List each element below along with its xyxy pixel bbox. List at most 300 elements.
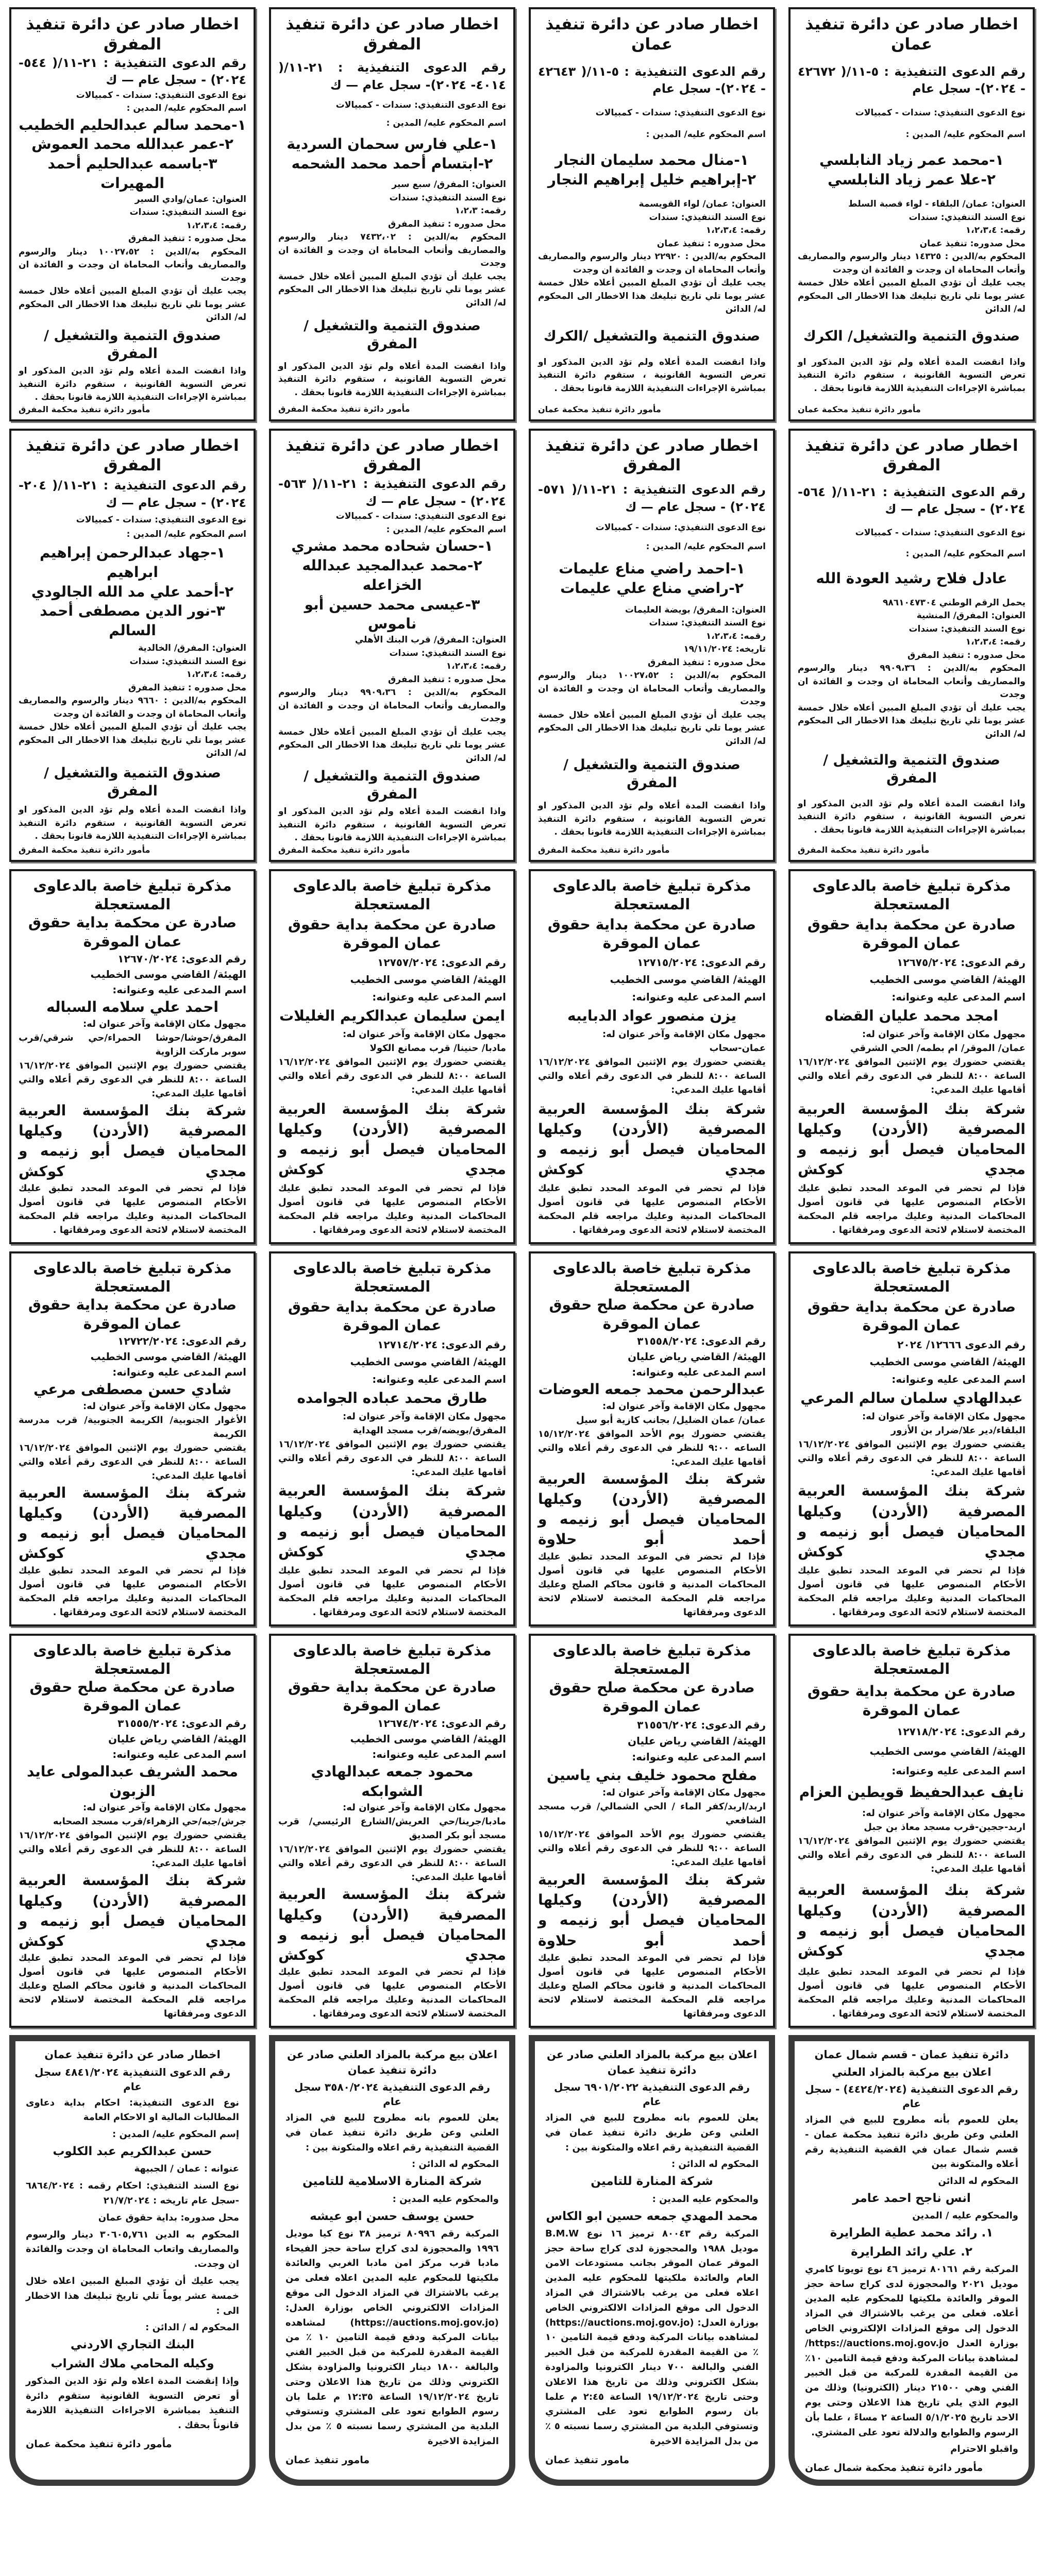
creditor-name: صندوق التنمية والتشغيل / المفرق <box>44 327 221 362</box>
defendant-label: اسم المدعى عليه وعنوانه: <box>112 1366 246 1379</box>
plaintiff-name: شركة بنك المؤسسة العربية المصرفية (الأردن) وكيلها المحاميان فيصل أبو زنيمه و مجدي كوكش <box>538 1100 766 1178</box>
plaintiff-name: شركة بنك المؤسسة العربية المصرفية (الأردن) وكيلها المحاميان فيصل أبو زنيمه و مجدي كوكش <box>19 1484 246 1562</box>
unknown-residence-label: مجهول مكان الإقامة وآخر عنوان له: <box>82 1400 246 1412</box>
hearing-text: يقتضي حضورك يوم الإثنين الموافق ١٦/١٢/٢٠٢٤ الساعة ٨:٠٠ للنظر في الدعوى رقم أعلاه والتي أقامها عليك المدعي: <box>278 1844 507 1883</box>
payment-instruction: يجب عليك أن تؤدي المبلغ المبين أعلاه خلال خمسة عشر يوما تلي تاريخ تبليغك هذا الاخطار الى المحكوم له/ الدائن <box>798 702 1026 739</box>
hearing-text: يقتضي حضورك يوم الأحد الموافق ١٥/١٢/٢٠٢٤ الساعه ٩:٠٠ للنظر في الدعوى رقم أعلاه والتي أقامها عليك المدعي: <box>538 1428 766 1467</box>
defendant-address-block <box>538 1027 766 1097</box>
debtor-name: ٣-باسمه عبدالحليم أحمد المهيرات <box>47 155 217 192</box>
legal-notices-page <box>9 7 1035 2486</box>
defendant-name: عبدالهادي سلمان سالم المرعي <box>800 1389 1023 1406</box>
case-number: رقم الدعوى التنفيذية : ٢١-١١/( ٥٦٣- ٢٠٢٤) - سجل عام — ك <box>278 477 507 509</box>
closing-text: واذا انقضت المدة أعلاه ولم تؤد الدين المذكور او تعرض التسوية القانونية ، ستقوم دائرة التنفيذ بمباشرة الإجراءات التنفيذية اللازمة قانونا بحقك . <box>798 357 1026 394</box>
ad-paragraph: يجب عليك أن تؤدي المبلغ المبين اعلاه خلال خمسة عشر يوماً تلي تاريخ تبليغك هذا الاخطار الى : <box>26 2275 239 2316</box>
unknown-residence-label: مجهول مكان الإقامة وآخر عنوان له: <box>82 1802 246 1814</box>
payment-instruction: يجب عليك أن تؤدي المبلغ المبين أعلاه خلال خمسة عشر يوما تلي تاريخ تبليغك هذا الاخطار الى المحكوم له/ الدائن <box>19 722 246 759</box>
party-name: البنك التجاري الاردني <box>70 2338 195 2352</box>
document-type: نوع السند التنفيذي: سندات <box>909 623 1026 634</box>
signature: مأمور دائرة تنفيذ محكمة المفرق <box>19 844 150 855</box>
hearing-text: يقتضي حضورك يوم الإثنين الموافق ١٦/١٢/٢٠٢٤ الساعة ٨:٠٠ للنظر في الدعوى رقم أعلاه والتي أقامها عليك المدعي: <box>278 1057 507 1096</box>
defendant-name: طارق محمد عباده الجوامده <box>297 1389 488 1406</box>
hearing-text: يقتضي حضورك يوم الإثنين الموافق ١٦/١٢/٢٠٢٤ الساعة ٨:٠٠ للنظر في الدعوى رقم أعلاه والتي أقامها عليك المدعي: <box>278 1439 507 1478</box>
creditor-name: صندوق التنمية والتشغيل / المفرق <box>44 765 221 799</box>
party-label: المحكوم له الدائن : <box>411 2159 499 2170</box>
defendant-address-block <box>278 1410 506 1479</box>
signature: مامور تنفيذ عمان <box>545 2454 630 2466</box>
unknown-residence-label: مجهول مكان الإقامة وآخر عنوان له: <box>602 1400 766 1412</box>
closing-text: فإذا لم تحضر في الموعد المحدد تطبق عليك الأحكام المنصوص عليها في قانون أصول المحاكمات المدنية و قانون محاكم الصلح وعليك مراجعه قلم المحكمة المختصة لاستلام لائحة الدعوى ومرفقاتها <box>538 1953 766 2020</box>
plaintiff-name: شركة بنك المؤسسة العربية المصرفية (الأردن) وكيلها المحاميان فيصل أبو زنيمه و مجدي كوكش <box>278 1100 506 1178</box>
ad-paragraph: وإذا إنقضت المدة اعلاه ولم تؤد الدين المذكور أو تعرض التسوية القانونية ستقوم دائرة التنفيذ بمباشرة الاجراءات التنفيذية اللازمة قانوناً بحقك . <box>26 2375 239 2431</box>
debtor-label: اسم المحكوم عليه/ المدين : <box>126 529 246 540</box>
debtor-list <box>278 134 506 174</box>
address: العنوان: عمان/وادي السير <box>135 194 246 205</box>
case-number: رقم الدعوى التنفيذية : ٢١-١١/( ٥٤٤- ٢٠٢٤) - سجل عام — ك <box>19 55 247 88</box>
signature: مأمور دائرة تنفيذ محكمة المفرق <box>278 404 410 414</box>
judgment-amount: المحكوم به/الدين : ٩٩٠٩،٣٦ دينار والرسوم والمصاريف وأتعاب المحاماة ان وجدت و الفائدة ان وجدت <box>798 663 1026 700</box>
payment-instruction: يجب عليك أن تؤدي المبلغ المبين أعلاه خلال خمسة عشر يوما تلي تاريخ تبليغك هذا الاخطار الى المحكوم له/ الدائن <box>278 271 506 308</box>
defendant-address: المفرق/بويضه/قرب مسجد الهداية <box>352 1425 506 1436</box>
defendant-label: اسم المدعى عليه وعنوانه: <box>632 1751 766 1764</box>
issue-place: محل صدوره: تنفيذ عمان <box>919 238 1026 249</box>
document-number: رقمه: ١،٢،٣،٤ <box>705 631 766 641</box>
debtor-name: ٢-عمر عبدالله محمد العموش <box>31 135 233 153</box>
notice-title: اخطار صادر عن دائرة تنفيذ <box>805 436 1018 455</box>
memo-title: مذكرة تبليغ خاصة بالدعاوى المستعجلة <box>552 876 751 913</box>
debtor-name: عادل فلاح رشيد العودة الله <box>816 570 1007 587</box>
ad-paragraph: المحكوم به الدين ٣٠٦٠٥,٧٦١ دينار والرسوم والمصاريف واتعاب المحاماة ان وجدت والفائدة ان وجدت. <box>26 2229 239 2270</box>
defendant-address-block <box>278 1801 506 1884</box>
hearing-text: يقتضي حضورك يوم الإثنين الموافق ١٦/١٢/٢٠٢٤ الساعة ٨:٠٠ للنظر في الدعوى رقم أعلاه والتي أقامها عليك المدعي: <box>798 1836 1026 1875</box>
document-type: نوع السند التنفيذي: سندات <box>129 207 246 218</box>
party-name: وكيله المحامي ملاك الشراب <box>51 2357 214 2370</box>
party-name: ١. رائد محمد عطية الطرايرة <box>830 2226 994 2240</box>
notice-city: عمان <box>631 35 673 54</box>
debtor-name: ١-محمد سالم عبدالحليم الخطيب <box>19 116 246 133</box>
debtor-label: اسم المحكوم عليه/ المدين : <box>126 103 246 114</box>
party-name: انس ناجح احمد عامر <box>852 2192 971 2206</box>
hearing-text: يقتضي حضورك يوم الإثنين الموافق ١٦/١٢/٢٠٢٤ الساعة ٨:٠٠ للنظر في الدعوى رقم أعلاه والتي أقامها عليك المدعي: <box>19 1830 247 1869</box>
plaintiff-name: شركة بنك المؤسسة العربية المصرفية (الأردن) وكيلها المحاميان فيصل أبو زنيمه و مجدي كوكش <box>798 1482 1026 1561</box>
defendant-label: اسم المدعى عليه وعنوانه: <box>372 1748 506 1760</box>
case-number: رقم الدعوى: ١٢٧٢٢/٢٠٢٤ <box>117 1335 246 1348</box>
unknown-residence-label: مجهول مكان الإقامة وآخر عنوان له: <box>862 1808 1026 1819</box>
payment-instruction: يجب عليك أن تؤدي المبلغ المبين أعلاه خلال خمسة عشر يوما تلي تاريخ تبليغك هذا الاخطار الى المحكوم له/ الدائن <box>798 278 1026 315</box>
issue-place: محل صدوره : تنفيذ المفرق <box>907 650 1026 660</box>
document-number: رقمه: ١،٢،٣،٤ <box>446 661 506 672</box>
notification-memo <box>269 1251 515 1626</box>
issue-place: محل صدوره : تنفيذ المفرق <box>388 674 506 685</box>
ad-heading: اعلان بيع مركبة بالمزاد العلني <box>832 2065 991 2078</box>
document-type: نوع السند التنفيذي: سندات <box>389 192 506 203</box>
case-number: رقم الدعوى ١٢٦٦٦/ ٢٠٢٤ <box>897 1338 1026 1351</box>
document-number: رقمه: ١،٢،٣،٤ <box>705 225 766 236</box>
defendant-name: محمد الشريف عبدالمولى عايد الزبون <box>27 1762 238 1800</box>
memo-title: مذكرة تبليغ خاصة بالدعاوى المستعجلة <box>293 1641 492 1677</box>
notification-memo <box>9 1251 256 1626</box>
case-number: رقم الدعوى التنفيذية : ٢١-١١/( ٥٦٤- ٢٠٢٤) - سجل عام — ك <box>798 484 1026 517</box>
court-name: صادرة عن محكمة صلح حقوق عمان الموقرة <box>29 1679 236 1715</box>
judgment-amount: المحكوم به/الدين : ٢٢٩٢٠ دينار والرسوم والمصاريف وأتعاب المحاماة ان وجدت و الفائدة ان وجدت <box>538 251 766 275</box>
creditor-name: صندوق التنمية والتشغيل / المفرق <box>304 768 481 803</box>
address: العنوان: عمان/ البلقاء - لواء قصبة السلط <box>848 199 1026 210</box>
signature: مأمور دائرة تنفيذ محكمة عمان <box>538 404 661 414</box>
closing-text: واذا انقضت المدة أعلاه ولم تؤد الدين المذكور او تعرض التسوية القانونية ، ستقوم دائرة التنفيذ بمباشرة الإجراءات التنفيذية اللازمة قانونا بحقك . <box>538 801 766 838</box>
unknown-residence-label: مجهول مكان الإقامة وآخر عنوان له: <box>342 1802 506 1814</box>
defendant-label: اسم المدعى عليه وعنوانه: <box>892 1765 1026 1777</box>
creditor-name: صندوق التنمية والتشغيل / المفرق <box>823 752 1000 786</box>
judge: الهيئة/ القاضي موسى الخطيب <box>869 1745 1026 1758</box>
ad-heading: اعلان بيع مركبة بالمزاد العلني صادر عن دائرة تنفيذ عمان <box>546 2048 758 2076</box>
party-label: إسم المحكوم عليه/ المدين : <box>112 2129 239 2140</box>
debtor-list <box>19 115 246 193</box>
case-type: نوع الدعوى التنفيذي: سندات - كمبيالات <box>76 514 246 525</box>
issue-place: محل صدوره : تنفيذ المفرق <box>388 218 506 229</box>
closing-text: واذا انقضت المدة أعلاه ولم تؤد الدين المذكور او تعرض التسوية القانونية ، ستقوم دائرة التنفيذ بمباشرة الإجراءات التنفيذية اللازمة قانونا بحقك . <box>19 805 246 842</box>
ad-heading: دائرة تنفيذ عمان - قسم شمال عمان <box>814 2048 1009 2061</box>
notice-city: المفرق <box>363 35 422 54</box>
memo-title: مذكرة تبليغ خاصة بالدعاوى المستعجلة <box>812 1641 1011 1677</box>
ad-paragraph: المركبة رقم ٨٠٠٤٣ ترميز ١٦ نوع B.M.W موديل ١٩٨٨ والمحجوزة لدى كراج ساحة حجز الموقر عمان الموقر بجانب مستودعات الامن العام والعائدة ملكيتها للمحكوم عليه المدين اعلاه فعلى من يرغب بالاشتراك في المزاد الدخول الى موقع المزادات الالكتروني الخاص بوزارة العدل: (https://auctions.moj.gov.jo) لمشاهده بيانات المركبة ودفع قيمة التامين ١٠ ٪ من القيمة المقدرة للمركبة من قبل الخبير الفني والبالغة ٧٠٠ دينار الكترونيا والمزاودة بشكل الكتروني وذلك من تاريخ هذا الاعلان وحتى تاريخ ١٩/١٢/٢٠٢٤ الساعة ٢:٤٥ م علما بان رسوم الطوابع تعود على المشتري وتستوفي البلدية من المشتري رسما نسبته ٥ ٪ من بدل المزايدة الاخيرة <box>545 2228 759 2447</box>
signature: مأمور دائرة تنفيذ محكمة المفرق <box>798 844 930 855</box>
judge: الهيئة/ القاضي رياض عليان <box>627 1734 766 1747</box>
notice-header <box>798 14 1026 55</box>
debtor-label: اسم المحكوم عليه/ المدين : <box>646 541 766 552</box>
defendant-name: ايمن سليمان عبدالكريم الغليلات <box>279 1007 506 1025</box>
ad-paragraph: يعلن للعموم بانه مطروح للبيع في المزاد العلني وعن طريق دائرة تنفيذ عمان في القضية التنفيذية رقم اعلاه والمتكونة بين : <box>285 2112 499 2153</box>
closing-text: فإذا لم تحضر في الموعد المحدد تطبق عليك الأحكام المنصوص عليها في قانون أصول المحاكمات المدنية وعليك مراجعه قلم المحكمة المختصة لاستلام لائحة الدعوى ومرفقاتها . <box>19 1565 246 1618</box>
notice-details <box>538 604 766 749</box>
ad-paragraph: يعلن للعموم بأنه مطروح للبيع في المزاد العلني وعن طريق دائرة تنفيذ محكمة عمان - قسم شمال عمان في القضية التنفيذية رقم أعلاه والمتكونة بين <box>805 2114 1018 2170</box>
creditor-name: صندوق التنمية والتشغيل / المفرق <box>304 317 481 352</box>
debtor-label: اسم المحكوم عليه/ المدين : <box>905 548 1026 559</box>
notice-details <box>19 642 246 760</box>
execution-notice <box>9 7 256 421</box>
notice-details <box>798 597 1026 741</box>
unknown-residence-label: مجهول مكان الإقامة وآخر عنوان له: <box>862 1411 1026 1422</box>
ad-paragraph: المركبة رقم ٨٠٩٩٦ ترميز ٣٨ نوع كيا موديل ١٩٩٦ والمحجوزة لدى كراج ساحة حجز الفيحاء مادبا قرب مركز امن مادبا الغربي والعائدة ملكيتها للمحكوم عليه المدين اعلاه فعلى من يرغب بالاشتراك في المزاد الدخول الى موقع المزادات الالكتروني الخاص بوزارة العدل: (https://auctions.moj.gov.jo) لمشاهده بيانات المركبة ودفع قيمة التامين ١٠ ٪ من القيمة المقدرة للمركبة من قبل الخبير الفني والبالغة ١٨٠٠ دينار الكترونيا والمزاودة بشكل الكتروني وذلك من تاريخ هذا الاعلان وحتى تاريخ ١٩/١٢/٢٠٢٤ الساعة ١٢:٣٥ م علما بان رسوم الطوابع تعود على المشتري وتستوفي البلدية من المشتري رسما نسبته ٥ ٪ من بدل المزايدة الاخيرة <box>285 2228 499 2447</box>
defendant-address: اربد/اربد/كفر الماء / الحي الشمالي/ قرب مسجد الشافعي <box>538 1801 766 1826</box>
defendant-label: اسم المدعى عليه وعنوانه: <box>372 1372 506 1385</box>
debtor-name: ٢-محمد عبدالمجيد عبدالله الخزاعله <box>302 557 482 594</box>
notification-memo <box>788 869 1035 1244</box>
debtor-list <box>798 569 1026 588</box>
notice-title: اخطار صادر عن دائرة تنفيذ <box>545 15 759 33</box>
document-type: نوع السند التنفيذي: سندات <box>649 618 766 629</box>
creditor-name: صندوق التنمية والتشغيل/ الكرك <box>803 328 1020 344</box>
case-number: رقم الدعوى: ١٢٦٧٠/٢٠٢٤ <box>117 953 246 965</box>
ad-heading: اخطار صادر عن دائرة تنفيذ عمان <box>44 2048 221 2061</box>
case-number: رقم الدعوى التنفيذية : ٥-١١/( ٤٢٦٤٣ - ٢٠٢٤)- سجل عام <box>538 64 766 96</box>
notification-memo <box>529 869 775 1244</box>
case-number: رقم الدعوى التنفيذية : ٢١-١١/( ٥٧١- ٢٠٢٤) - سجل عام — ك <box>538 482 766 514</box>
hearing-text: يقتضي حضورك يوم الإثنين الموافق ١٦/١٢/٢٠٢٤ الساعة ٨:٠٠ للنظر في الدعوى رقم أعلاه والتي أقامها عليك المدعي: <box>798 1439 1026 1478</box>
case-number: رقم الدعوى: ١٢٧١٤/٢٠٢٤ <box>377 1338 506 1351</box>
party-name: حسن يوسف حسن ابو عيشه <box>310 2209 475 2223</box>
hearing-text: يقتضي حضورك يوم الإثنين الموافق ١٦/١٢/٢٠٢٤ الساعة ٨:٠٠ للنظر في الدعوى رقم أعلاه والتي أقامها عليك المدعي: <box>538 1057 766 1096</box>
document-number: رقمه: ١،٢،٣،٤ <box>186 220 246 231</box>
execution-notice <box>529 7 775 421</box>
judge: الهيئة/ القاضي موسى الخطيب <box>350 1355 506 1368</box>
court-name: صادرة عن محكمة بداية حقوق عمان الموقرة <box>288 916 497 952</box>
closing-text: فإذا لم تحضر في الموعد المحدد تطبق عليك الأحكام المنصوص عليها في قانون أصول المحاكمات المدنية وعليك مراجعه قلم المحكمة المختصة لاستلام لائحة الدعوى ومرفقاتها . <box>798 1182 1026 1235</box>
debtor-name: ١-علي فارس سحمان السردية <box>287 135 498 153</box>
hearing-text: يقتضي حضورك يوم الأحد الموافق ١٥/١٢/٢٠٢٤ الساعة ٩:٠٠ للنظر في الدعوى رقم أعلاه والتي أقامها عليك المدعي: <box>538 1828 766 1868</box>
court-name: صادرة عن محكمة بداية حقوق عمان الموقرة <box>807 1298 1016 1334</box>
notice-city: المفرق <box>363 456 422 475</box>
memo-title: مذكرة تبليغ خاصة بالدعاوى المستعجلة <box>33 1641 232 1677</box>
notice-header <box>278 436 506 476</box>
ad-paragraph: المركبة رقم ٨٠١٦١ ترميز ٤٦ نوع تويوتا كامري موديل ٢٠٢١ والمحجوزة لدى كراج ساحة حجز الموقر والعائدة ملكيتها للمحكوم عليه المدين أعلاه. فعلى من يرغب بالاشتراك في المزاد الدخول إلى موقع المزادات الإلكتروني الخاص بوزارة العدل https://auctions.moj.gov.jo/ لمشاهدة بيانات المركبة ودفع قيمة التامين ١٠٪ من القيمة المقدرة للمركبة من قبل الخبير الفني وهي ٢١٥٠٠ دينار (الكترونيا) وذلك من اليوم الذي يلي تاريخ هذا الاعلان وحتى يوم الاحد تاريخ ٥/١/٢٠٢٥ الساعة ٢ مساءً ، علما بأن الرسوم والطوابع والدلالة تعود على المشتري. <box>805 2263 1018 2438</box>
notice-title: اخطار صادر عن دائرة تنفيذ <box>805 15 1018 33</box>
court-name: صادرة عن محكمة بداية حقوق عمان الموقرة <box>288 1298 497 1334</box>
defendant-address: مادبا/ حنينا/ قرب مصانع الكولا <box>369 1043 506 1054</box>
defendant-address: مادبا/جرينا/حي العريش/الشارع الرئيسي/ قرب مسجد أبو بكر الصديق <box>278 1816 506 1841</box>
plaintiff-name: شركة بنك المؤسسة العربية المصرفية (الأردن) وكيلها المحاميان فيصل أبو زنيمه و مجدي كوكش <box>19 1872 246 1950</box>
defendant-address: الأغوار الجنوبية/ الكريمة الجنوبية/ قرب مدرسة الكريمة <box>19 1414 246 1439</box>
plaintiff-name: شركة بنك المؤسسة العربية المصرفية (الأردن) وكيلها المحاميان فيصل أبو زنيمه و مجدي كوكش <box>278 1886 506 1964</box>
judge: الهيئة/ القاضي موسى الخطيب <box>90 968 246 981</box>
notification-memo <box>529 1251 775 1626</box>
unknown-residence-label: مجهول مكان الإقامة وآخر عنوان له: <box>342 1029 506 1040</box>
notice-title: اخطار صادر عن دائرة تنفيذ <box>545 436 759 455</box>
notification-memo <box>9 869 256 1244</box>
judge: الهيئة/ القاضي موسى الخطيب <box>869 973 1026 986</box>
closing-text: واذا انقضت المدة أعلاه ولم تؤد الدين المذكور او تعرض التسوية القانونية ، ستقوم دائرة التنفيذ بمباشرة الإجراءات التنفيذية اللازمة قانونا بحقك . <box>798 798 1026 835</box>
ad-paragraph: نوع الدعوى التنفيذية: احكام بداية دعاوى المطالبات المالية او الاحكام العامة <box>26 2097 239 2123</box>
signature: مأمور دائرة تنفيذ محكمة عمان <box>26 2438 172 2450</box>
defendant-address-block <box>278 1027 506 1097</box>
debtor-label: اسم المحكوم عليه/ المدين : <box>905 129 1026 140</box>
notification-memo <box>788 1251 1035 1626</box>
notice-title: اخطار صادر عن دائرة تنفيذ <box>26 436 239 455</box>
judge: الهيئة/ القاضي رياض عليان <box>108 1732 246 1745</box>
case-type: نوع الدعوى التنفيذي: سندات - كمبيالات <box>595 107 766 118</box>
plaintiff-name: شركة بنك المؤسسة العربية المصرفية (الأردن) وكيلها المحاميان فيصل أبو زنيمه و مجدي كوكش <box>19 1102 246 1180</box>
payment-instruction: يجب عليك أن تؤدي المبلغ المبين أعلاه خلال خمسة عشر يوما تلي تاريخ تبليغك هذا الاخطار الى المحكوم له/ الدائن <box>19 286 246 323</box>
closing-text: فإذا لم تحضر في الموعد المحدد تطبق عليك الأحكام المنصوص عليها في قانون أصول المحاكمات المدنية و قانون محاكم الصلح وعليك مراجعه قلم المحكمة المختصة لاستلام لائحة الدعوى ومرفقاتها <box>19 1953 246 2020</box>
defendant-name: محمود جمعه عبدالهادي الشوابكه <box>311 1762 474 1800</box>
address: العنوان: المفرق/ الخالدية <box>138 643 246 654</box>
document-type: نوع السند التنفيذي: سندات <box>649 212 766 223</box>
signature: مأمور دائرة تنفيذ محكمة المفرق <box>19 404 150 414</box>
debtor-label: اسم المحكوم عليه/ المدين : <box>386 117 506 128</box>
notice-city: المفرق <box>623 456 681 475</box>
notification-memo <box>529 1634 775 2028</box>
judgment-amount: المحكوم به/الدين : ١٤٣٢٥ دينار والرسوم والمصاريف وأتعاب المحاماة ان وجدت و الفائدة ان وجدت <box>798 251 1026 275</box>
signature: مأمور دائرة تنفيذ محكمة المفرق <box>538 844 670 855</box>
case-number: رقم الدعوى التنفيذية ٤٨٤١/٢٠٢٤ سجل عام <box>35 2065 230 2093</box>
defendant-address: البلقاء/دير علا/ضرار بن الأزور <box>890 1425 1026 1436</box>
memo-title: مذكرة تبليغ خاصة بالدعاوى المستعجلة <box>552 1641 751 1677</box>
notice-city: عمان <box>890 35 933 54</box>
notice-city: المفرق <box>882 456 941 475</box>
defendant-label: اسم المدعى عليه وعنوانه: <box>892 990 1026 1003</box>
case-number: رقم الدعوى: ١٢٦٧٤/٢٠٢٤ <box>377 1717 506 1730</box>
party-label: والمحكوم عليه المدين : <box>652 2193 759 2205</box>
execution-notice <box>269 429 515 862</box>
judge: الهيئة/ القاضي موسى الخطيب <box>350 973 506 986</box>
debtor-list <box>19 543 246 640</box>
memo-title: مذكرة تبليغ خاصة بالدعاوى المستعجلة <box>552 1259 751 1295</box>
judgment-amount: المحكوم به/الدين : ٧٤٣٢،٠٢ دينار والرسوم والمصاريف وأتعاب المحاماة ان وجدت و الفائدة ان وجدت <box>278 232 506 269</box>
closing-text: فإذا لم تحضر في الموعد المحدد تطبق عليك الأحكام المنصوص عليها في قانون أصول المحاكمات المدنية وعليك مراجعه قلم المحكمة المختصة لاستلام لائحة الدعوى ومرفقاتها . <box>278 1967 506 2020</box>
defendant-address: المفرق/حوشا/حوشا الحمراء/حي شرقي/قرب سوبر ماركت الزاوية <box>19 1032 246 1057</box>
party-name: محمد المهدي جمعه حسين ابو الكاس <box>546 2209 758 2223</box>
payment-instruction: يجب عليك أن تؤدي المبلغ المبين أعلاه خلال خمسة عشر يوما تلي تاريخ تبليغك هذا الاخطار الى المحكوم له/ الدائن <box>278 726 506 764</box>
notice-header <box>278 14 506 55</box>
debtor-label: اسم المحكوم عليه/ المدين : <box>646 129 766 140</box>
unknown-residence-label: مجهول مكان الإقامة وآخر عنوان له: <box>862 1029 1026 1040</box>
defendant-address-block <box>538 1786 766 1869</box>
notification-memo <box>788 1634 1035 2028</box>
document-date: تاريخه: ١٩/١١/٢٠٢٤ <box>683 644 766 655</box>
document-number: رقمه: ١،٢،٣،٤ <box>186 669 246 680</box>
memo-title: مذكرة تبليغ خاصة بالدعاوى المستعجلة <box>33 876 232 913</box>
defendant-name: احمد علي سلامه السباله <box>46 998 219 1016</box>
notice-title: اخطار صادر عن دائرة تنفيذ <box>285 436 499 455</box>
debtor-label: اسم المحكوم عليه/ المدين : <box>386 524 506 535</box>
debtor-name: ٢-راضي مناع علي عليمات <box>560 579 744 597</box>
plaintiff-name: شركة بنك المؤسسة العربية المصرفية (الأردن) وكيلها المحاميان فيصل أبو زنيمه و مجدي كوكش <box>798 1100 1026 1178</box>
memo-title: مذكرة تبليغ خاصة بالدعاوى المستعجلة <box>293 1259 492 1295</box>
debtor-name: ٢-ابتسام أحمد محمد الشحمه <box>291 155 493 173</box>
unknown-residence-label: مجهول مكان الإقامة وآخر عنوان له: <box>602 1787 766 1798</box>
debtor-list <box>798 150 1026 190</box>
defendant-address: عمان/ الموقر/ ام بطمه/ الحي الشرقي <box>850 1043 1026 1054</box>
issue-place: محل صدوره : تنفيذ المفرق <box>648 657 766 668</box>
auction-announcement <box>269 2035 515 2486</box>
debtor-name: ٢-علا عمر زياد النابلسي <box>828 171 996 188</box>
case-number: رقم الدعوى: ١٢٦٧٥/٢٠٢٤ <box>897 956 1026 969</box>
defendant-address: عمان-سحاب <box>709 1043 766 1054</box>
document-type: نوع السند التنفيذي: سندات <box>129 656 246 667</box>
judgment-amount: المحكوم به/الدين : ١٠٠٢٧،٥٢ دينار والرسوم والمصاريف وأتعاب المحاماة ان وجدت و الفائدة ان وجدت <box>538 670 766 707</box>
issue-place: محل صدوره : تنفيذ المفرق <box>128 233 246 244</box>
defendant-name: يزن منصور عواد الدبايبه <box>567 1007 736 1025</box>
court-name: صادرة عن محكمة بداية حقوق عمان الموقرة <box>28 1296 237 1332</box>
debtor-name: ٢-إبراهيم خليل إبراهيم النجار <box>547 171 757 188</box>
debtor-name: ٣-نور الدين مصطفى أحمد السالم <box>40 602 225 639</box>
debtor-name: ١-حسان شحاده محمد مشري <box>291 537 493 555</box>
defendant-address-block <box>798 1027 1026 1097</box>
signature: مامور تنفيذ عمان <box>285 2454 370 2466</box>
hearing-text: يقتضي حضورك يوم الإثنين الموافق ١٦/١٢/٢٠٢٤ الساعة ٨:٠٠ للنظر في الدعوى رقم أعلاه والتي أقامها عليك المدعي: <box>19 1442 247 1481</box>
notice-header <box>538 436 766 476</box>
debtor-name: ١-احمد راضي مناع عليمات <box>559 560 745 578</box>
party-name: شركة المنارة للتامين <box>591 2175 713 2189</box>
defendant-label: اسم المدعى عليه وعنوانه: <box>112 984 246 996</box>
auction-announcement <box>9 2035 256 2486</box>
address: العنوان: عمان/ لواء القويسمة <box>638 199 766 210</box>
memo-title: مذكرة تبليغ خاصة بالدعاوى المستعجلة <box>812 1259 1011 1295</box>
notice-header <box>798 436 1026 476</box>
document-number: رقمه: ١،٢،٣،٤ <box>965 637 1026 648</box>
court-name: صادرة عن محكمة بداية حقوق عمان الموقرة <box>807 1683 1016 1719</box>
judgment-amount: المحكوم به/الدين : ١٠٠٢٧،٥٢ دينار والرسوم والمصاريف وأتعاب المحاماة ان وجدت و الفائدة ان وجدت <box>19 246 246 283</box>
court-name: صادرة عن محكمة بداية حقوق عمان الموقرة <box>547 916 757 952</box>
ad-paragraph: واقبلو الاحترام <box>950 2444 1018 2455</box>
party-label: المحكوم له الدائن <box>938 2176 1018 2187</box>
signature: مأمور دائرة تنفيذ محكمة شمال عمان <box>805 2462 983 2474</box>
closing-text: فإذا لم تحضر في الموعد المحدد تطبق عليك الأحكام المنصوص عليها في قانون أصول المحاكمات المدنية وعليك مراجعه قلم المحكمة المختصة لاستلام لائحة الدعوى ومرفقاتها . <box>538 1182 766 1235</box>
case-type: نوع الدعوى التنفيذي: سندات - كمبيالات <box>855 107 1026 118</box>
creditor-name: صندوق التنمية والتشغيل / المفرق <box>563 757 741 791</box>
defendant-label: اسم المدعى عليه وعنوانه: <box>632 1366 766 1379</box>
memo-title: مذكرة تبليغ خاصة بالدعاوى المستعجلة <box>812 876 1011 913</box>
signature: مأمور دائرة تنفيذ محكمة عمان <box>798 404 921 414</box>
court-name: صادرة عن محكمة بداية حقوق عمان الموقرة <box>288 1679 497 1715</box>
unknown-residence-label: مجهول مكان الإقامة وآخر عنوان له: <box>82 1019 246 1029</box>
execution-notice <box>9 429 256 862</box>
case-number: رقم الدعوى: ١٢٧٥٧/٢٠٢٤ <box>377 956 506 969</box>
notice-header <box>538 14 766 55</box>
plaintiff-name: شركة بنك المؤسسة العربية المصرفية (الأردن) وكيلها المحاميان فيصل أبو زنيمه و أحمد أبو حلاوة <box>538 1871 766 1949</box>
notice-details <box>798 198 1026 316</box>
notification-memo <box>269 869 515 1244</box>
court-name: صادرة عن محكمة بداية حقوق عمان الموقرة <box>807 916 1016 952</box>
court-name: صادرة عن محكمة صلح حقوق عمان الموقرة <box>549 1679 755 1715</box>
ad-paragraph: عنوانه : عمان / الجبيهة <box>134 2163 239 2175</box>
unknown-residence-label: مجهول مكان الإقامة وآخر عنوان له: <box>342 1411 506 1422</box>
defendant-address-block <box>798 1410 1026 1479</box>
address: العنوان: المفرق/ المنشية <box>916 611 1026 621</box>
debtor-list <box>538 559 766 598</box>
party-label: والمحكوم عليه المدين : <box>392 2193 499 2205</box>
defendant-name: امجد محمد عليان القضاه <box>825 1007 999 1025</box>
national-id: يحمل الرقم الوطني ٩٨٦١٠٤٧٣٠٤ <box>883 597 1026 608</box>
case-number: رقم الدعوى التنفيذية ٣٥٨٠/٢٠٢٤ سجل عام <box>294 2080 490 2108</box>
judge: الهيئة/ القاضي موسى الخطيب <box>350 1732 506 1745</box>
party-name: ٢. علي رائد الطرايرة <box>851 2245 972 2259</box>
execution-notice <box>269 7 515 421</box>
defendant-address-block <box>19 1017 246 1100</box>
defendant-label: اسم المدعى عليه وعنوانه: <box>892 1372 1026 1385</box>
execution-notice <box>788 7 1035 421</box>
issue-place: محل صدوره : تنفيذ المفرق <box>128 682 246 693</box>
document-number: رقمه: ١،٢،٣،٤ <box>965 225 1026 236</box>
closing-text: واذا انقضت المدة أعلاه ولم تؤد الدين المذكور او تعرض التسوية القانونية ، ستقوم دائرة التنفيذ بمباشرة الإجراءات التنفيذية اللازمة قانونا بحقك . <box>19 366 246 403</box>
issue-place: محل صدوره : تنفيذ عمان <box>657 238 766 249</box>
closing-text: فإذا لم تحضر في الموعد المحدد تطبق عليك الأحكام المنصوص عليها في قانون أصول المحاكمات المدنية وعليك مراجعه قلم المحكمة المختصة لاستلام لائحة الدعوى ومرفقاتها . <box>278 1182 506 1235</box>
closing-text: واذا انقضت المدة أعلاه ولم تؤد الدين المذكور او تعرض التسوية القانونية ، ستقوم دائرة التنفيذ بمباشرة الإجراءات التنفيذية اللازمة قانونا بحقك . <box>278 361 506 398</box>
address: العنوان: المفرق/ قرب البنك الأهلي <box>355 635 506 646</box>
debtor-list <box>538 150 766 190</box>
defendant-address: جرش/جبه/حي الزهراء/قرب مسجد الصحابه <box>53 1816 246 1827</box>
payment-instruction: يجب عليك أن تؤدي المبلغ المبين أعلاه خلال خمسة عشر يوما تلي تاريخ تبليغك هذا الاخطار الى المحكوم له/ الدائن <box>538 278 766 315</box>
notification-memo <box>9 1634 256 2028</box>
address: العنوان: المفرق/ سبع سير <box>392 179 506 190</box>
case-number: رقم الدعوى: ١٢٧١٥/٢٠٢٤ <box>637 956 766 969</box>
notice-city: المفرق <box>103 456 162 475</box>
hearing-text: يقتضي حضورك يوم الإثنين الموافق ١٦/١٢/٢٠٢٤ الساعة ٨:٠٠ للنظر في الدعوى رقم أعلاه والتي أقامها عليك المدعي: <box>19 1060 247 1099</box>
document-number: رقمه: ١،٢،٣ <box>455 206 506 216</box>
auction-announcement <box>788 2035 1035 2486</box>
plaintiff-name: شركة بنك المؤسسة العربية المصرفية (الأردن) وكيلها المحاميان فيصل أبو زنيمه و مجدي كوكش <box>278 1482 506 1561</box>
defendant-address-block <box>798 1806 1026 1876</box>
closing-text: فإذا لم تحضر في الموعد المحدد تطبق عليك الأحكام المنصوص عليها في قانون أصول المحاكمات المدنية وعليك مراجعه قلم المحكمة المختصة لاستلام لائحة الدعوى ومرفقاتها . <box>19 1182 246 1235</box>
creditor-name: صندوق التنمية والتشغيل /الكرك <box>543 328 761 344</box>
case-type: نوع الدعوى التنفيذي: سندات - كمبيالات <box>855 527 1026 538</box>
notice-details <box>538 198 766 316</box>
notice-city: المفرق <box>103 35 162 54</box>
judge: الهيئة/ القاضي موسى الخطيب <box>869 1355 1026 1368</box>
defendant-address: اربد-ججين-قرب مسجد معاذ بن جبل <box>864 1822 1026 1833</box>
closing-text: فإذا لم تحضر في الموعد المحدد تطبق عليك الأحكام المنصوص عليها في قانون أصول المحاكمات المدنية و قانون محاكم الصلح وعليك مراجعه قلم المحكمة المختصة لاستلام لائحة الدعوى ومرفقاتها <box>538 1551 766 1618</box>
judgment-amount: المحكوم به/الدين : ٩٦٦٠ دينار والرسوم والمصاريف وأتعاب المحاماة ان وجدت و الفائدة ان وجدت <box>19 696 246 719</box>
document-type: نوع السند التنفيذي: سندات <box>909 212 1026 223</box>
notice-details <box>278 634 506 765</box>
